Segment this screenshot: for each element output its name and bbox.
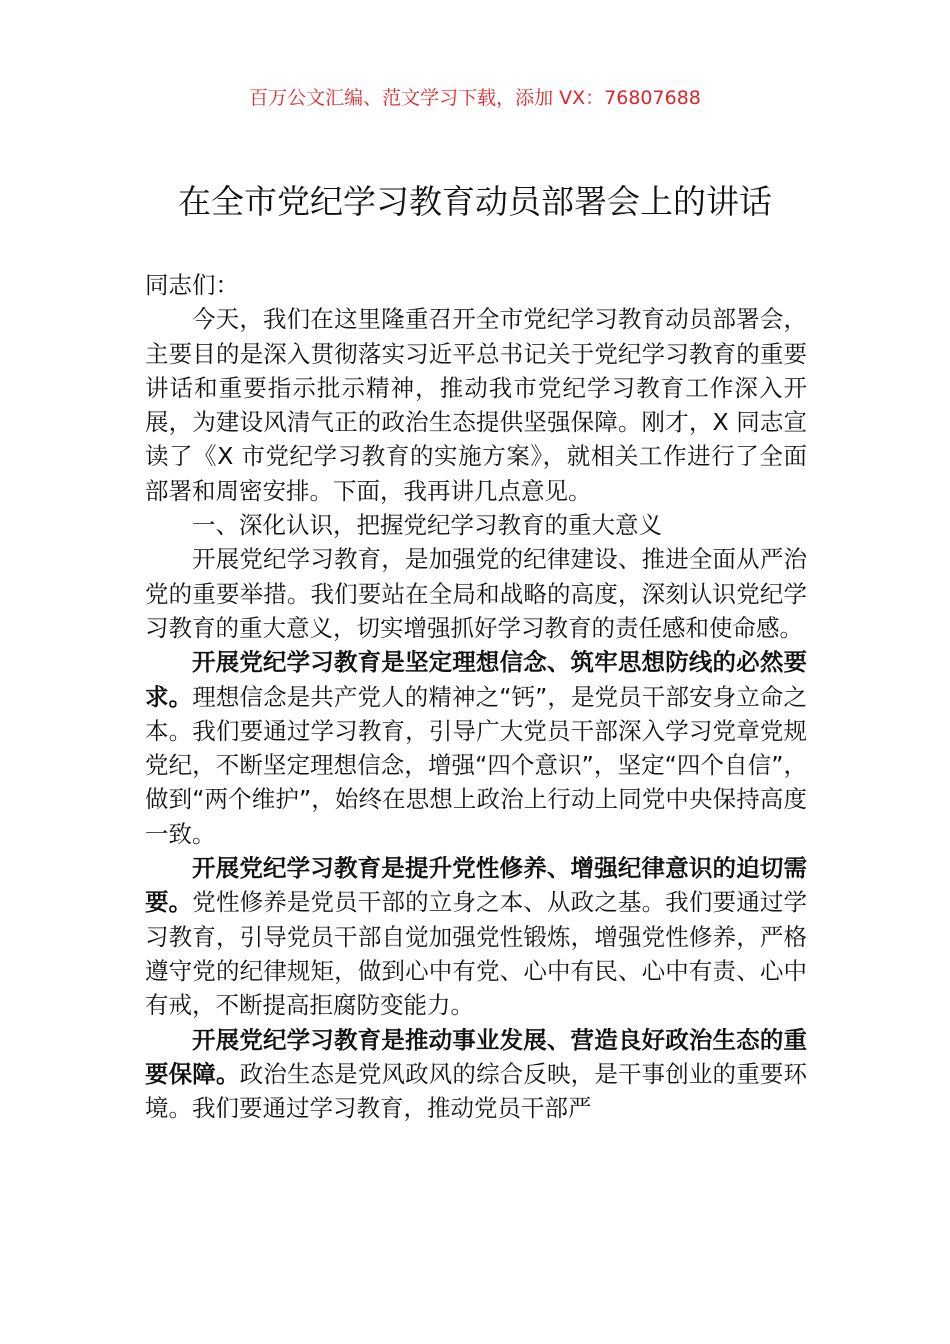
document-title: 在全市党纪学习教育动员部署会上的讲话: [178, 182, 772, 221]
point-paragraph: [145, 851, 807, 1022]
point-bold-lead: 开展党纪学习教育是推动事业发展、营造良好政治生态的重要保障。: [145, 1025, 807, 1088]
salutation: 同志们：: [145, 271, 239, 299]
document-body: [145, 268, 807, 1125]
point-text: 政治生态是党风政风的综合反映，是干事创业的重要环境。我们要通过学习教育，推动党员干部严: [145, 1059, 808, 1123]
point-paragraph: [145, 645, 807, 851]
intro-paragraph: 今天，我们在这里隆重召开全市党纪学习教育动员部署会，主要目的是深入贯彻落实习近平总书记关于党纪学习教育的重要讲话和重要指示批示精神，推动我市党纪学习教育工作深入开展，为建设风清气正的政治生态提供坚强保障。刚才，X 同志宣读了《X 市党纪学习教育的实施方案》，就相关工作进行了全面部署和周密安排。下面，我再讲几点意见。: [145, 305, 807, 505]
section-heading: 一、深化认识，把握党纪学习教育的重大意义: [192, 511, 662, 540]
section-lead-paragraph: 开展党纪学习教育，是加强党的纪律建设、推进全面从严治党的重要举措。我们要站在全局和战略的高度，深刻认识党纪学习教育的重大意义，切实增强抓好学习教育的责任感和使命感。: [145, 545, 807, 642]
point-text: 理想信念是共产党人的精神之“钙”，是党员干部安身立命之本。我们要通过学习教育，引导广大党员干部深入学习党章党规党纪，不断坚定理想信念，增强“四个意识”，坚定“四个自信”，做到“两个维护”，始终在思想上政治上行动上同党中央保持高度一致。: [145, 682, 807, 848]
point-text: 党性修养是党员干部的立身之本、从政之基。我们要通过学习教育，引导党员干部自觉加强党性锻炼，增强党性修养，严格遵守党的纪律规矩，做到心中有党、心中有民、心中有责、心中有戒，不断提高拒腐防变能力。: [145, 888, 807, 1020]
point-bold-lead: 开展党纪学习教育是坚定理想信念、筑牢思想防线的必然要求。: [145, 648, 807, 711]
point-bold-lead: 开展党纪学习教育是提升党性修养、增强纪律意识的迫切需要。: [145, 854, 807, 917]
header-watermark-note: 百万公文汇编、范文学习下载，添加 VX：76807688: [249, 87, 701, 109]
point-paragraph: [145, 1023, 807, 1126]
